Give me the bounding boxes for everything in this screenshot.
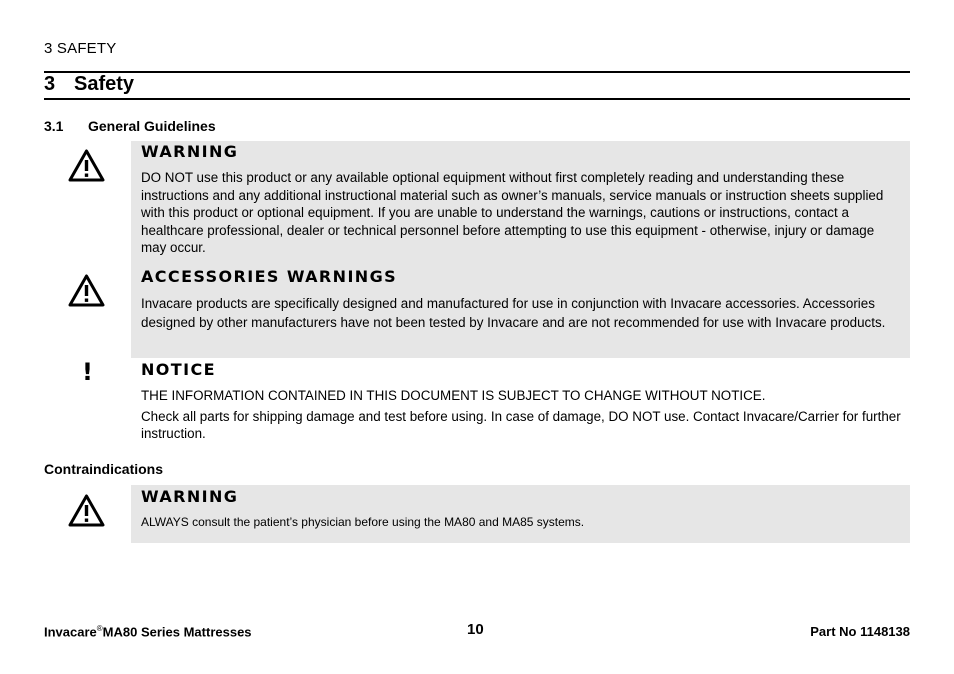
- title-rule-bottom: [44, 98, 910, 100]
- section-number: 3.1: [44, 118, 64, 134]
- section-title: [44, 118, 216, 134]
- contraindications-warning-text: ALWAYS consult the patient’s physician before using the MA80 and MA85 systems.: [141, 515, 585, 529]
- notice-line-1: THE INFORMATION CONTAINED IN THIS DOCUMENT IS SUBJECT TO CHANGE WITHOUT NOTICE.: [141, 388, 766, 403]
- accessories-warning-text: Invacare products are specifically designed and manufactured for use in conjunction with Invacare accessories. Accessories designed by other manufacturers have not been tested by Invacare and are not recommended for use with Invacare products.: [141, 296, 886, 330]
- notice-line-2: Check all parts for shipping damage and test before using. In case of damage, DO NOT use. Contact Invacare/Carrier for further instruction.: [141, 408, 901, 442]
- contraindications-warning: [141, 486, 901, 532]
- registered-mark: ®: [96, 624, 103, 633]
- notice-title: NOTICE: [141, 360, 216, 379]
- exclamation-icon: !: [82, 358, 93, 386]
- footer-product-name: MA80 Series Mattresses: [102, 624, 252, 640]
- contraindications-warning-title: WARNING: [141, 487, 239, 506]
- accessories-warning: [141, 266, 901, 332]
- warning-triangle-icon: [68, 494, 105, 527]
- warning-title: WARNING: [141, 142, 239, 161]
- notice: [141, 359, 901, 443]
- chapter-number: 3: [44, 73, 56, 95]
- footer-brand: Invacare: [44, 624, 97, 640]
- warning-triangle-icon: [68, 149, 105, 182]
- accessories-warning-title: ACCESSORIES WARNINGS: [141, 267, 398, 286]
- footer-part-number: Part No 1148138: [810, 624, 910, 639]
- page-number: 10: [467, 621, 484, 638]
- footer-product: [44, 624, 252, 639]
- warning-text: DO NOT use this product or any available optional equipment without first completely reading and understanding these instructions and any additional instructional material such as owner’s manuals, service manuals or instruction sheets supplied with this product or optional equipment. If you are unable to understand the warnings, cautions or instructions, contact a healthcare professional, dealer or technical personnel before attempting to use this equipment - otherwise, injury or damage may occur.: [141, 170, 884, 256]
- title-rule-top: [44, 71, 910, 73]
- chapter-title: [44, 71, 134, 97]
- warning-general: [141, 141, 901, 257]
- contraindications-heading: Contraindications: [44, 461, 164, 477]
- running-header: 3 SAFETY: [44, 40, 117, 57]
- warning-triangle-icon: [68, 274, 105, 307]
- chapter-title-text: Safety: [74, 73, 135, 95]
- section-title-text: General Guidelines: [88, 118, 216, 134]
